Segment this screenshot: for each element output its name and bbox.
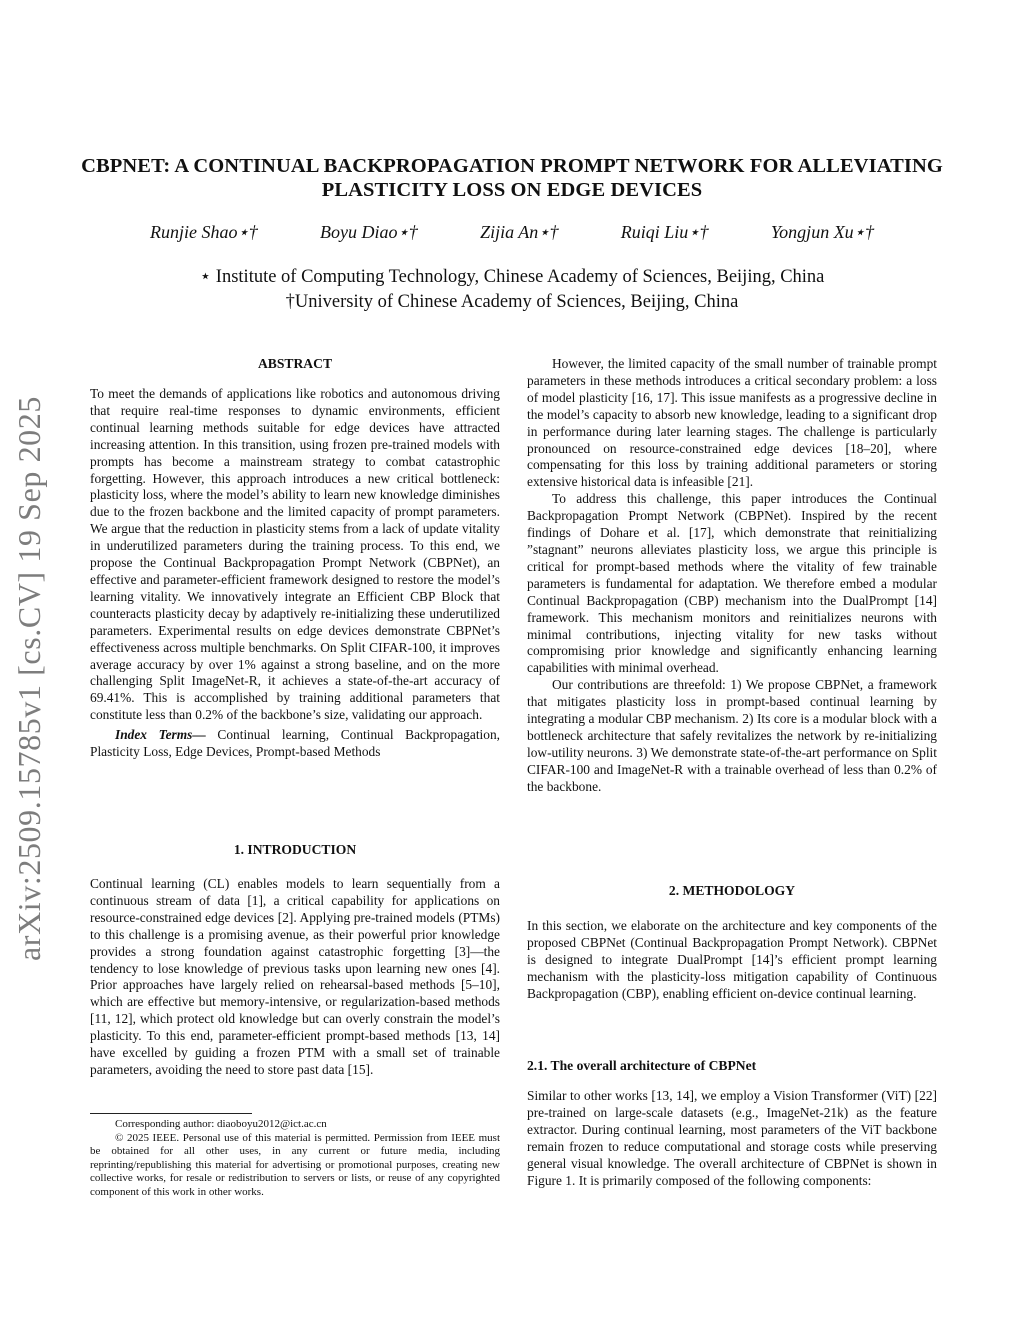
subsection-heading: 2.1. The overall architecture of CBPNet	[527, 1058, 757, 1073]
methodology-intro	[527, 918, 937, 1003]
abstract-heading: ABSTRACT	[257, 356, 333, 371]
footnote	[90, 1118, 500, 1200]
author-list	[150, 222, 874, 243]
index-terms-text: Continual learning, Continual Backpropagation, Plasticity Loss, Edge Devices, Prompt-based Methods	[90, 727, 500, 760]
intro-paragraph: Our contributions are threefold: 1) We propose CBPNet, a framework that mitigates plasticity loss in prompt-based continual learning by integrating a modular CBP mechanism. 2) Its core is a modular block with a bottleneck architecture that safely revitalizes the network by re-initializing low-utility neurons. 3) We demonstrate state-of-the-art performance on Split CIFAR-100 and ImageNet-R with a trainable overhead of less than 0.2% of the backbone.	[527, 677, 937, 794]
author: Ruiqi Liu⋆†	[620, 222, 709, 242]
methodology-paragraph: Similar to other works [13, 14], we employ a Vision Transformer (ViT) [22] pre-trained on large-scale datasets (e.g., ImageNet-21k) as the feature extractor. During continual learning, most parameters of the ViT backbone remain frozen to reduce computational and storage costs while preserving general visual knowledge. The overall architecture of CBPNet is shown in Figure 1. It is primarily composed of the following components:	[527, 1088, 937, 1188]
abstract-text: To meet the demands of applications like robotics and autonomous driving that require real-time responses to dynamic environments, efficient continual learning methods suitable for edge devices have attracted increasing attention. In this transition, using frozen pre-trained models with prompts has become a mainstream strategy to combat catastrophic forgetting. However, this approach introduces a new critical bottleneck: plasticity loss, where the model’s ability to learn new knowledge diminishes due to the frozen backbone and the limited capacity of prompt parameters. We argue that the reduction in plasticity stems from a lack of update vitality in underutilized parameters during the training process. To this end, we propose the Continual Backpropagation Prompt Network (CBPNet), an effective and parameter-efficient framework designed to restore the model’s learning vitality. We innovatively integrate an Efficient CBP Block that counteracts plasticity decay by adaptively re-initializing these underutilized parameters. Experimental results on edge devices demonstrate CBPNet’s effectiveness across multiple benchmarks. On Split CIFAR-100, it improves average accuracy by over 1% against a strong baseline, and on the more challenging Split ImageNet-R, it achieves a state-of-the-art accuracy of 69.41%. This is accomplished by training additional parameters that constitute less than 0.2% of the backbone’s size, validating our approach.	[90, 386, 500, 723]
index-terms-label: Index Terms—	[115, 727, 206, 743]
methodology-paragraph: In this section, we elaborate on the architecture and key components of the proposed CBPNet (Continual Backpropagation Prompt Network). CBPNet is designed to integrate DualPrompt [14]’s efficient prompt learning mechanism with the plasticity-loss mitigation capability of Continuous Backpropagation (CBP), enabling efficient on-device continual learning.	[527, 918, 937, 1001]
architecture-section	[527, 1088, 937, 1189]
arxiv-watermark	[0, 368, 58, 988]
intro-paragraph: Continual learning (CL) enables models to learn sequentially from a continuous stream of data [1], a critical capability for applications on resource-constrained edge devices [2]. Applying pre-trained models (PTMs) to this challenge is a promising avenue, as their powerful prior knowledge provides a strong foundation against catastrophic forgetting [3]—the tendency to lose knowledge of previous tasks upon learning new ones [4]. Prior approaches have largely relied on rehearsal-based methods [5–10], which are effective but memory-intensive, or regularization-based methods [11, 12], which protect old knowledge but can overly constrain the model’s plasticity. To this end, parameter-efficient prompt-based methods [13, 14] have excelled by guiding a frozen PTM with a small set of trainable parameters, avoiding the need to store past data [15].	[90, 876, 500, 1077]
affiliation: †University of Chinese Academy of Sciences, Beijing, China	[285, 292, 739, 312]
author: Runjie Shao⋆†	[150, 222, 258, 242]
intro-heading: 1. INTRODUCTION	[233, 842, 357, 857]
abstract	[90, 386, 500, 761]
footnote-divider	[90, 1113, 252, 1114]
copyright-notice: © 2025 IEEE. Personal use of this material is permitted. Permission from IEEE must be obtained for all other uses, in any current or future media, including reprinting/republishing this material for advertising or promotional purposes, creating new collective works, for resale or redistribution to servers or lists, or reuse of any copyrighted component of this work in other works.	[90, 1131, 500, 1198]
author: Boyu Diao⋆†	[320, 222, 418, 242]
paper-title: CBPNET: A CONTINUAL BACKPROPAGATION PROMPT NETWORK FOR ALLEVIATING PLASTICITY LOSS ON EDGE DEVICES	[81, 155, 943, 201]
arxiv-id: arXiv:2509.15785v1 [cs.CV] 19 Sep 2025	[10, 395, 47, 961]
index-terms	[90, 727, 500, 761]
intro-paragraph: To address this challenge, this paper introduces the Continual Backpropagation Prompt Network (CBPNet). Inspired by the recent findings of Dohare et al. [17], which demonstrate that reinitializing ”stagnant” neurons alleviates plasticity loss, we argue this principle is critical for prompt-based methods where the vitality of few trainable parameters is fundamental for adaptation. We therefore embed a modular Continual Backpropagation (CBP) mechanism into the DualPrompt [14] framework. This mechanism monitors and reinitializes neurons with minimal contributions, injecting vitality for new tasks without compromising prior knowledge and significantly enhancing learning capabilities with minimal overhead.	[527, 491, 937, 676]
affiliation: ⋆ Institute of Computing Technology, Chinese Academy of Sciences, Beijing, China	[199, 267, 825, 287]
author: Yongjun Xu⋆†	[770, 222, 874, 242]
intro-paragraph: However, the limited capacity of the small number of trainable prompt parameters in these methods introduces a critical secondary problem: a loss of model plasticity [16, 17]. This issue manifests as a progressive decline in the model’s capacity to absorb new knowledge, leading to a significant drop in performance during later learning stages. The challenge is particularly pronounced on resource-constrained edge devices [18–20], where compensating for this loss by training additional parameters or storing extensive historical data is infeasible [21].	[527, 356, 937, 490]
intro-col-right	[527, 356, 937, 796]
affiliations	[80, 265, 944, 315]
methodology-heading: 2. METHODOLOGY	[668, 883, 796, 898]
intro-col-left	[90, 876, 500, 1079]
corresponding-author: Corresponding author: diaoboyu2012@ict.ac.cn	[115, 1118, 327, 1130]
author: Zijia An⋆†	[480, 222, 559, 242]
